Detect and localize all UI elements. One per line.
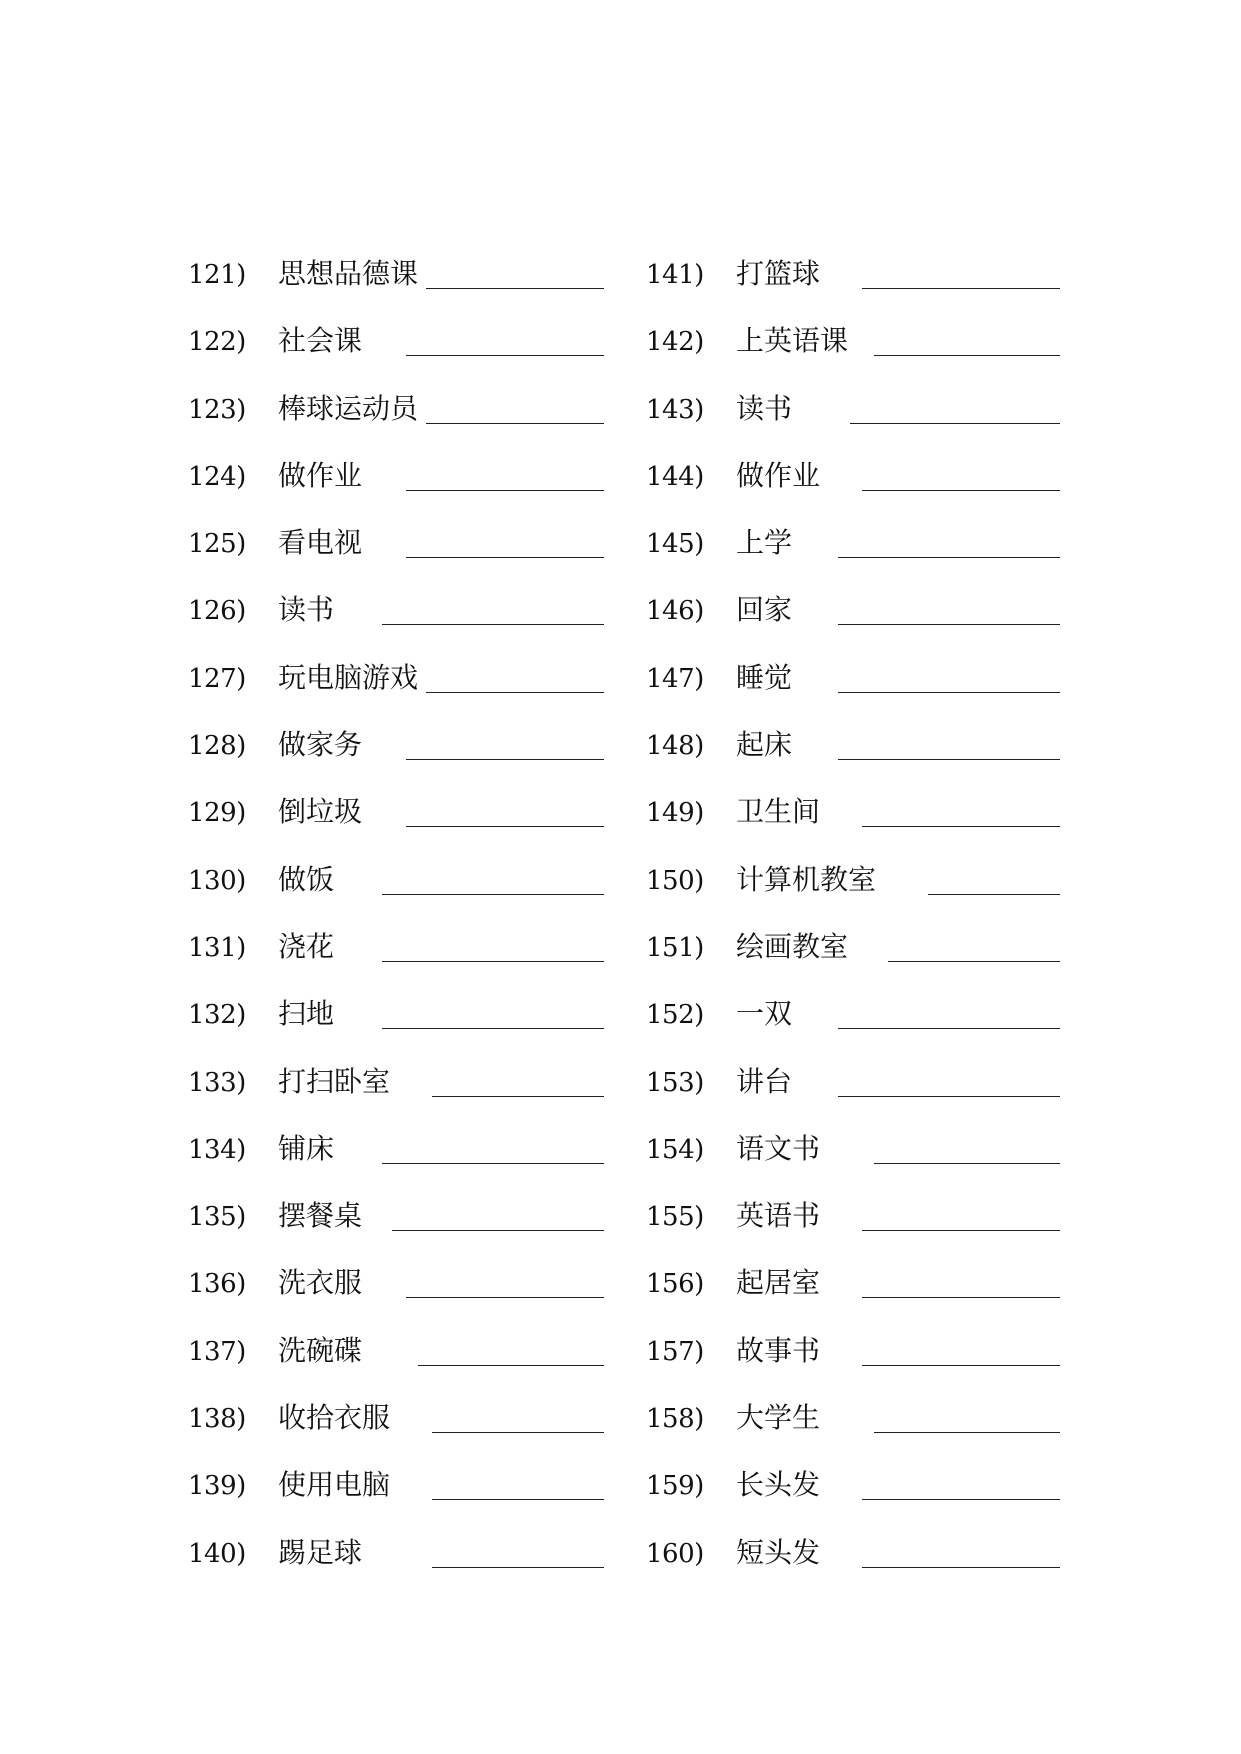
answer-blank-line xyxy=(426,423,604,424)
item-number: 142) xyxy=(646,327,704,358)
item-number: 160) xyxy=(646,1538,704,1569)
vocab-row xyxy=(188,1119,604,1186)
chinese-term: 起床 xyxy=(736,728,793,762)
chinese-term: 浇花 xyxy=(278,929,335,963)
chinese-term: 棒球运动员 xyxy=(278,391,419,425)
chinese-term: 读书 xyxy=(736,391,793,425)
answer-blank-line xyxy=(862,1499,1060,1500)
answer-blank-line xyxy=(862,826,1060,827)
item-number: 126) xyxy=(188,596,246,627)
item-number: 121) xyxy=(188,260,246,290)
answer-blank-line xyxy=(432,1096,604,1097)
answer-blank-line xyxy=(838,624,1060,625)
item-number: 155) xyxy=(646,1202,704,1233)
vocab-row xyxy=(646,1388,1060,1455)
item-number: 131) xyxy=(188,932,246,963)
item-number: 139) xyxy=(188,1471,246,1502)
chinese-term: 英语书 xyxy=(736,1199,821,1233)
answer-blank-line xyxy=(862,1297,1060,1298)
item-number: 129) xyxy=(188,798,246,829)
item-number: 154) xyxy=(646,1134,704,1165)
answer-blank-line xyxy=(838,557,1060,558)
chinese-term: 思想品德课 xyxy=(278,257,419,290)
item-number: 141) xyxy=(646,260,704,290)
item-number: 125) xyxy=(188,529,246,560)
chinese-term: 起居室 xyxy=(736,1266,821,1300)
vocab-row xyxy=(646,1052,1060,1119)
answer-blank-line xyxy=(862,1230,1060,1231)
item-number: 138) xyxy=(188,1404,246,1435)
chinese-term: 做作业 xyxy=(278,458,363,492)
item-number: 150) xyxy=(646,865,704,896)
answer-blank-line xyxy=(862,490,1060,491)
item-number: 156) xyxy=(646,1269,704,1300)
chinese-term: 绘画教室 xyxy=(736,929,849,963)
chinese-term: 玩电脑游戏 xyxy=(278,660,419,694)
answer-blank-line xyxy=(382,624,604,625)
chinese-term: 故事书 xyxy=(736,1333,821,1367)
chinese-term: 上学 xyxy=(736,526,793,560)
chinese-term: 打篮球 xyxy=(736,257,821,290)
answer-blank-line xyxy=(406,355,604,356)
vocab-row xyxy=(188,1253,604,1320)
answer-blank-line xyxy=(862,1567,1060,1568)
item-number: 124) xyxy=(188,461,246,492)
chinese-term: 读书 xyxy=(278,593,335,627)
answer-blank-line xyxy=(874,1432,1060,1433)
vocab-row xyxy=(646,917,1060,984)
vocab-row xyxy=(188,580,604,647)
vocab-row xyxy=(188,311,604,378)
chinese-term: 回家 xyxy=(736,593,793,627)
answer-blank-line xyxy=(862,288,1060,289)
vocab-row xyxy=(188,1052,604,1119)
item-number: 127) xyxy=(188,663,246,694)
answer-blank-line xyxy=(426,692,604,693)
vocab-row xyxy=(646,244,1060,311)
vocab-row xyxy=(646,1523,1060,1590)
chinese-term: 使用电脑 xyxy=(278,1468,391,1502)
item-number: 140) xyxy=(188,1538,246,1569)
vocab-row xyxy=(646,1455,1060,1522)
chinese-term: 踢足球 xyxy=(278,1535,363,1569)
vocab-row xyxy=(188,984,604,1051)
answer-blank-line xyxy=(928,894,1060,895)
vocab-row xyxy=(646,782,1060,849)
left-column xyxy=(188,244,604,1590)
chinese-term: 一双 xyxy=(736,997,793,1031)
item-number: 137) xyxy=(188,1336,246,1367)
vocab-row xyxy=(188,513,604,580)
answer-blank-line xyxy=(874,355,1060,356)
vocab-row xyxy=(188,850,604,917)
answer-blank-line xyxy=(406,557,604,558)
chinese-term: 洗衣服 xyxy=(278,1266,363,1300)
item-number: 148) xyxy=(646,731,704,762)
answer-blank-line xyxy=(432,1499,604,1500)
item-number: 123) xyxy=(188,394,246,425)
item-number: 149) xyxy=(646,798,704,829)
vocab-row xyxy=(188,1455,604,1522)
chinese-term: 讲台 xyxy=(736,1064,793,1098)
answer-blank-line xyxy=(382,1028,604,1029)
item-number: 147) xyxy=(646,663,704,694)
chinese-term: 做饭 xyxy=(278,862,335,896)
vocab-row xyxy=(188,648,604,715)
answer-blank-line xyxy=(862,1365,1060,1366)
chinese-term: 卫生间 xyxy=(736,795,821,829)
answer-blank-line xyxy=(838,692,1060,693)
answer-blank-line xyxy=(850,423,1060,424)
answer-blank-line xyxy=(432,1432,604,1433)
vocab-row xyxy=(646,311,1060,378)
answer-blank-line xyxy=(888,961,1060,962)
item-number: 144) xyxy=(646,461,704,492)
right-column xyxy=(646,244,1060,1590)
item-number: 133) xyxy=(188,1067,246,1098)
item-number: 128) xyxy=(188,731,246,762)
item-number: 146) xyxy=(646,596,704,627)
answer-blank-line xyxy=(432,1567,604,1568)
answer-blank-line xyxy=(382,961,604,962)
answer-blank-line xyxy=(406,1297,604,1298)
vocab-row xyxy=(646,715,1060,782)
item-number: 136) xyxy=(188,1269,246,1300)
answer-blank-line xyxy=(838,759,1060,760)
item-number: 145) xyxy=(646,529,704,560)
vocab-row xyxy=(188,1321,604,1388)
chinese-term: 扫地 xyxy=(278,997,335,1031)
chinese-term: 打扫卧室 xyxy=(278,1064,391,1098)
answer-blank-line xyxy=(392,1230,604,1231)
chinese-term: 看电视 xyxy=(278,526,363,560)
item-number: 158) xyxy=(646,1404,704,1435)
item-number: 157) xyxy=(646,1336,704,1367)
vocab-row xyxy=(646,379,1060,446)
vocab-row xyxy=(646,446,1060,513)
item-number: 151) xyxy=(646,932,704,963)
chinese-term: 社会课 xyxy=(278,324,363,358)
vocab-row xyxy=(646,648,1060,715)
chinese-term: 语文书 xyxy=(736,1131,821,1165)
vocab-row xyxy=(188,782,604,849)
vocab-row xyxy=(188,379,604,446)
chinese-term: 倒垃圾 xyxy=(278,795,363,829)
vocab-row xyxy=(188,446,604,513)
chinese-term: 做作业 xyxy=(736,458,821,492)
item-number: 134) xyxy=(188,1134,246,1165)
vocab-row xyxy=(188,1388,604,1455)
vocab-row xyxy=(188,1186,604,1253)
answer-blank-line xyxy=(874,1163,1060,1164)
answer-blank-line xyxy=(838,1096,1060,1097)
vocab-row xyxy=(646,850,1060,917)
chinese-term: 上英语课 xyxy=(736,324,849,358)
item-number: 130) xyxy=(188,865,246,896)
item-number: 152) xyxy=(646,1000,704,1031)
item-number: 153) xyxy=(646,1067,704,1098)
chinese-term: 铺床 xyxy=(278,1131,335,1165)
answer-blank-line xyxy=(838,1028,1060,1029)
chinese-term: 收拾衣服 xyxy=(278,1401,391,1435)
chinese-term: 大学生 xyxy=(736,1401,821,1435)
chinese-term: 做家务 xyxy=(278,728,363,762)
answer-blank-line xyxy=(382,894,604,895)
item-number: 143) xyxy=(646,394,704,425)
vocab-row xyxy=(188,715,604,782)
vocab-row xyxy=(188,1523,604,1590)
vocab-row xyxy=(188,244,604,311)
answer-blank-line xyxy=(406,759,604,760)
item-number: 135) xyxy=(188,1202,246,1233)
vocab-row xyxy=(646,513,1060,580)
chinese-term: 睡觉 xyxy=(736,660,793,694)
chinese-term: 洗碗碟 xyxy=(278,1333,363,1367)
item-number: 159) xyxy=(646,1471,704,1502)
vocab-row xyxy=(646,1321,1060,1388)
vocab-row xyxy=(188,917,604,984)
vocab-row xyxy=(646,984,1060,1051)
item-number: 122) xyxy=(188,327,246,358)
chinese-term: 长头发 xyxy=(736,1468,821,1502)
vocab-row xyxy=(646,1253,1060,1320)
answer-blank-line xyxy=(418,1365,604,1366)
vocab-row xyxy=(646,580,1060,647)
answer-blank-line xyxy=(406,826,604,827)
vocab-row xyxy=(646,1186,1060,1253)
chinese-term: 计算机教室 xyxy=(736,862,877,896)
vocab-row xyxy=(646,1119,1060,1186)
answer-blank-line xyxy=(426,288,604,289)
item-number: 132) xyxy=(188,1000,246,1031)
answer-blank-line xyxy=(382,1163,604,1164)
chinese-term: 短头发 xyxy=(736,1535,821,1569)
chinese-term: 摆餐桌 xyxy=(278,1199,363,1233)
answer-blank-line xyxy=(406,490,604,491)
